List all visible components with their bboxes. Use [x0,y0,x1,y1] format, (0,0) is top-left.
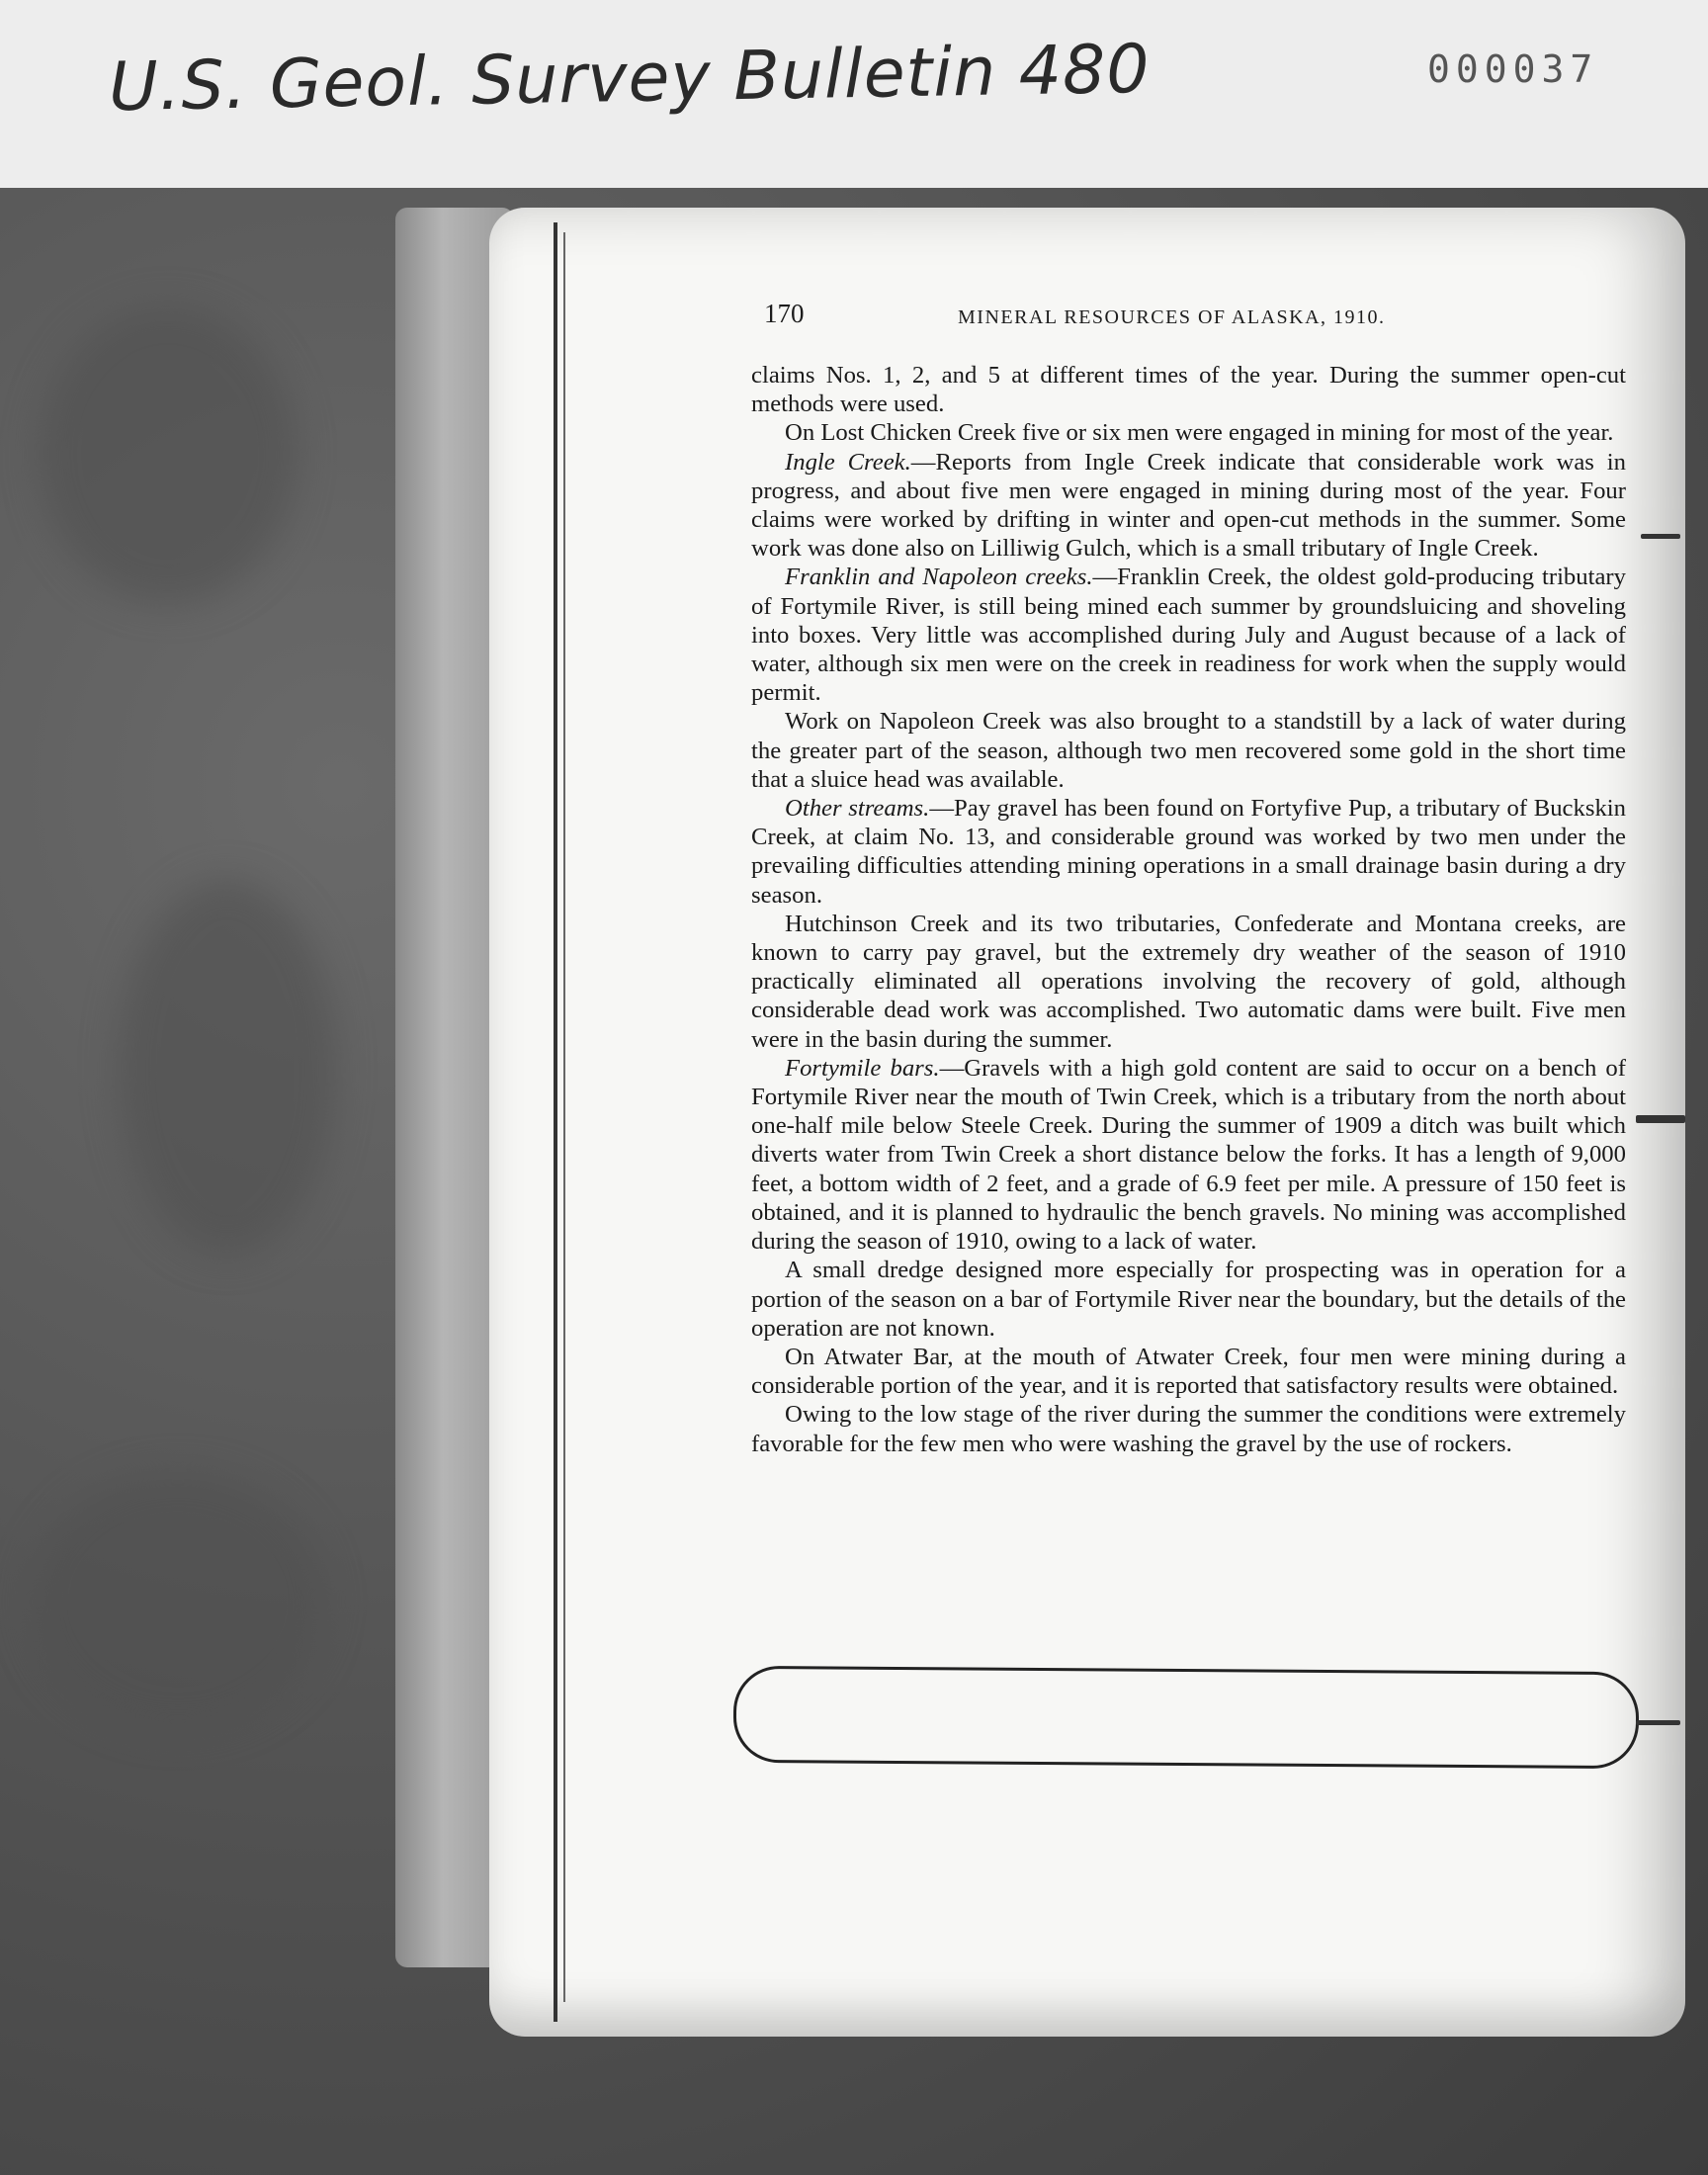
section-heading: Ingle Creek. [785,448,911,476]
paragraph-text: On Atwater Bar, at the mouth of Atwater Creek, four men were mining during a considerable portion of the year, and it is reported that satisfactory results were obtained. [751,1343,1626,1400]
paragraph-text: —Gravels with a high gold content are said to occur on a bench of Fortymile River near the mouth of Twin Creek, which is a tributary from the north about one-half mile below Steele Creek. During the summer of 1909 a ditch was built which diverts water from Twin Creek a short distance below the forks. It has a length of 9,000 feet, a bottom width of 2 feet, and a grade of 6.9 feet per mile. A pressure of 150 feet is obtained, and it is planned to hydraulic the bench gravels. No mining was accomplished during the season of 1910, owing to a lack of water. [751,1054,1626,1256]
background-blotch [119,880,336,1256]
paragraph-circled [751,1343,1626,1400]
top-header-strip [0,0,1708,188]
paragraph [751,563,1626,707]
paragraph [751,1400,1626,1457]
paragraph [751,1054,1626,1256]
paragraph [751,361,1626,418]
background-blotch [30,1473,326,1730]
paragraph-text: Hutchinson Creek and its two tributaries, Confederate and Montana creeks, are known to carry pay gravel, but the extremely dry weather of the season of 1910 practically eliminated all operations involving the recovery of gold, although considerable dead work was accomplished. Two automatic dams were built. Five men were in the basin during the summer. [751,910,1626,1053]
page-header [764,299,1624,338]
paragraph [751,707,1626,794]
section-heading: Franklin and Napoleon creeks. [785,564,1093,591]
handwritten-title: U.S. Geol. Survey Bulletin 480 [108,30,1152,128]
paragraph [751,1256,1626,1343]
paragraph-text: Owing to the low stage of the river during the summer the conditions were extremely favorable for the few men who were washing the gravel by the use of rockers. [751,1401,1626,1457]
page-number: 170 [764,299,805,328]
paragraph-text: A small dredge designed more especially for prospecting was in operation for a portion of the season on a bar of Fortymile River near the boundary, but the details of the operation are not known. [751,1257,1626,1342]
margin-tick-mark [1636,1115,1685,1123]
paragraph-text: —Pay gravel has been found on Fortyfive Pup, a tributary of Buckskin Creek, at claim No. 13, and considerable ground was worked by two men under the prevailing difficulties attending mining operations in a small drainage basin during a dry season. [751,795,1626,909]
running-title: MINERAL RESOURCES OF ALASKA, 1910. [958,306,1386,328]
background-blotch [40,306,297,603]
section-heading: Other streams. [785,795,930,823]
paragraph-text: Work on Napoleon Creek was also brought to a standstill by a lack of water during the greater part of the season, although two men recovered some gold in the short time that a sluice head was available. [751,708,1626,793]
paragraph-text: claims Nos. 1, 2, and 5 at different times of the year. During the summer open-cut methods were used. [751,362,1626,418]
paragraph [751,794,1626,910]
paragraph [751,448,1626,564]
paragraph [751,418,1626,447]
stamp-number: 000037 [1427,47,1599,91]
paragraph-text: On Lost Chicken Creek five or six men were engaged in mining for most of the year. [785,419,1614,447]
page-gutter-line [554,222,557,2022]
page-body [751,361,1626,1458]
margin-tick-mark [1636,1720,1680,1725]
paragraph-text: —Franklin Creek, the oldest gold-producing tributary of Fortymile River, is still being mined each summer by groundsluicing and shoveling into boxes. Very little was accomplished during July and August because of a lack of water, although six men were on the creek in readiness for work when the supply would permit. [751,564,1626,707]
page-gutter-line [563,232,565,2002]
paragraph [751,910,1626,1054]
section-heading: Fortymile bars. [785,1054,940,1082]
paragraph-text: —Reports from Ingle Creek indicate that considerable work was in progress, and about five men were engaged in mining during most of the year. Four claims were worked by drifting in winter and open-cut methods in the summer. Some work was done also on Lilliwig Gulch, which is a small tributary of Ingle Creek. [751,448,1626,563]
margin-tick-mark [1641,534,1680,539]
